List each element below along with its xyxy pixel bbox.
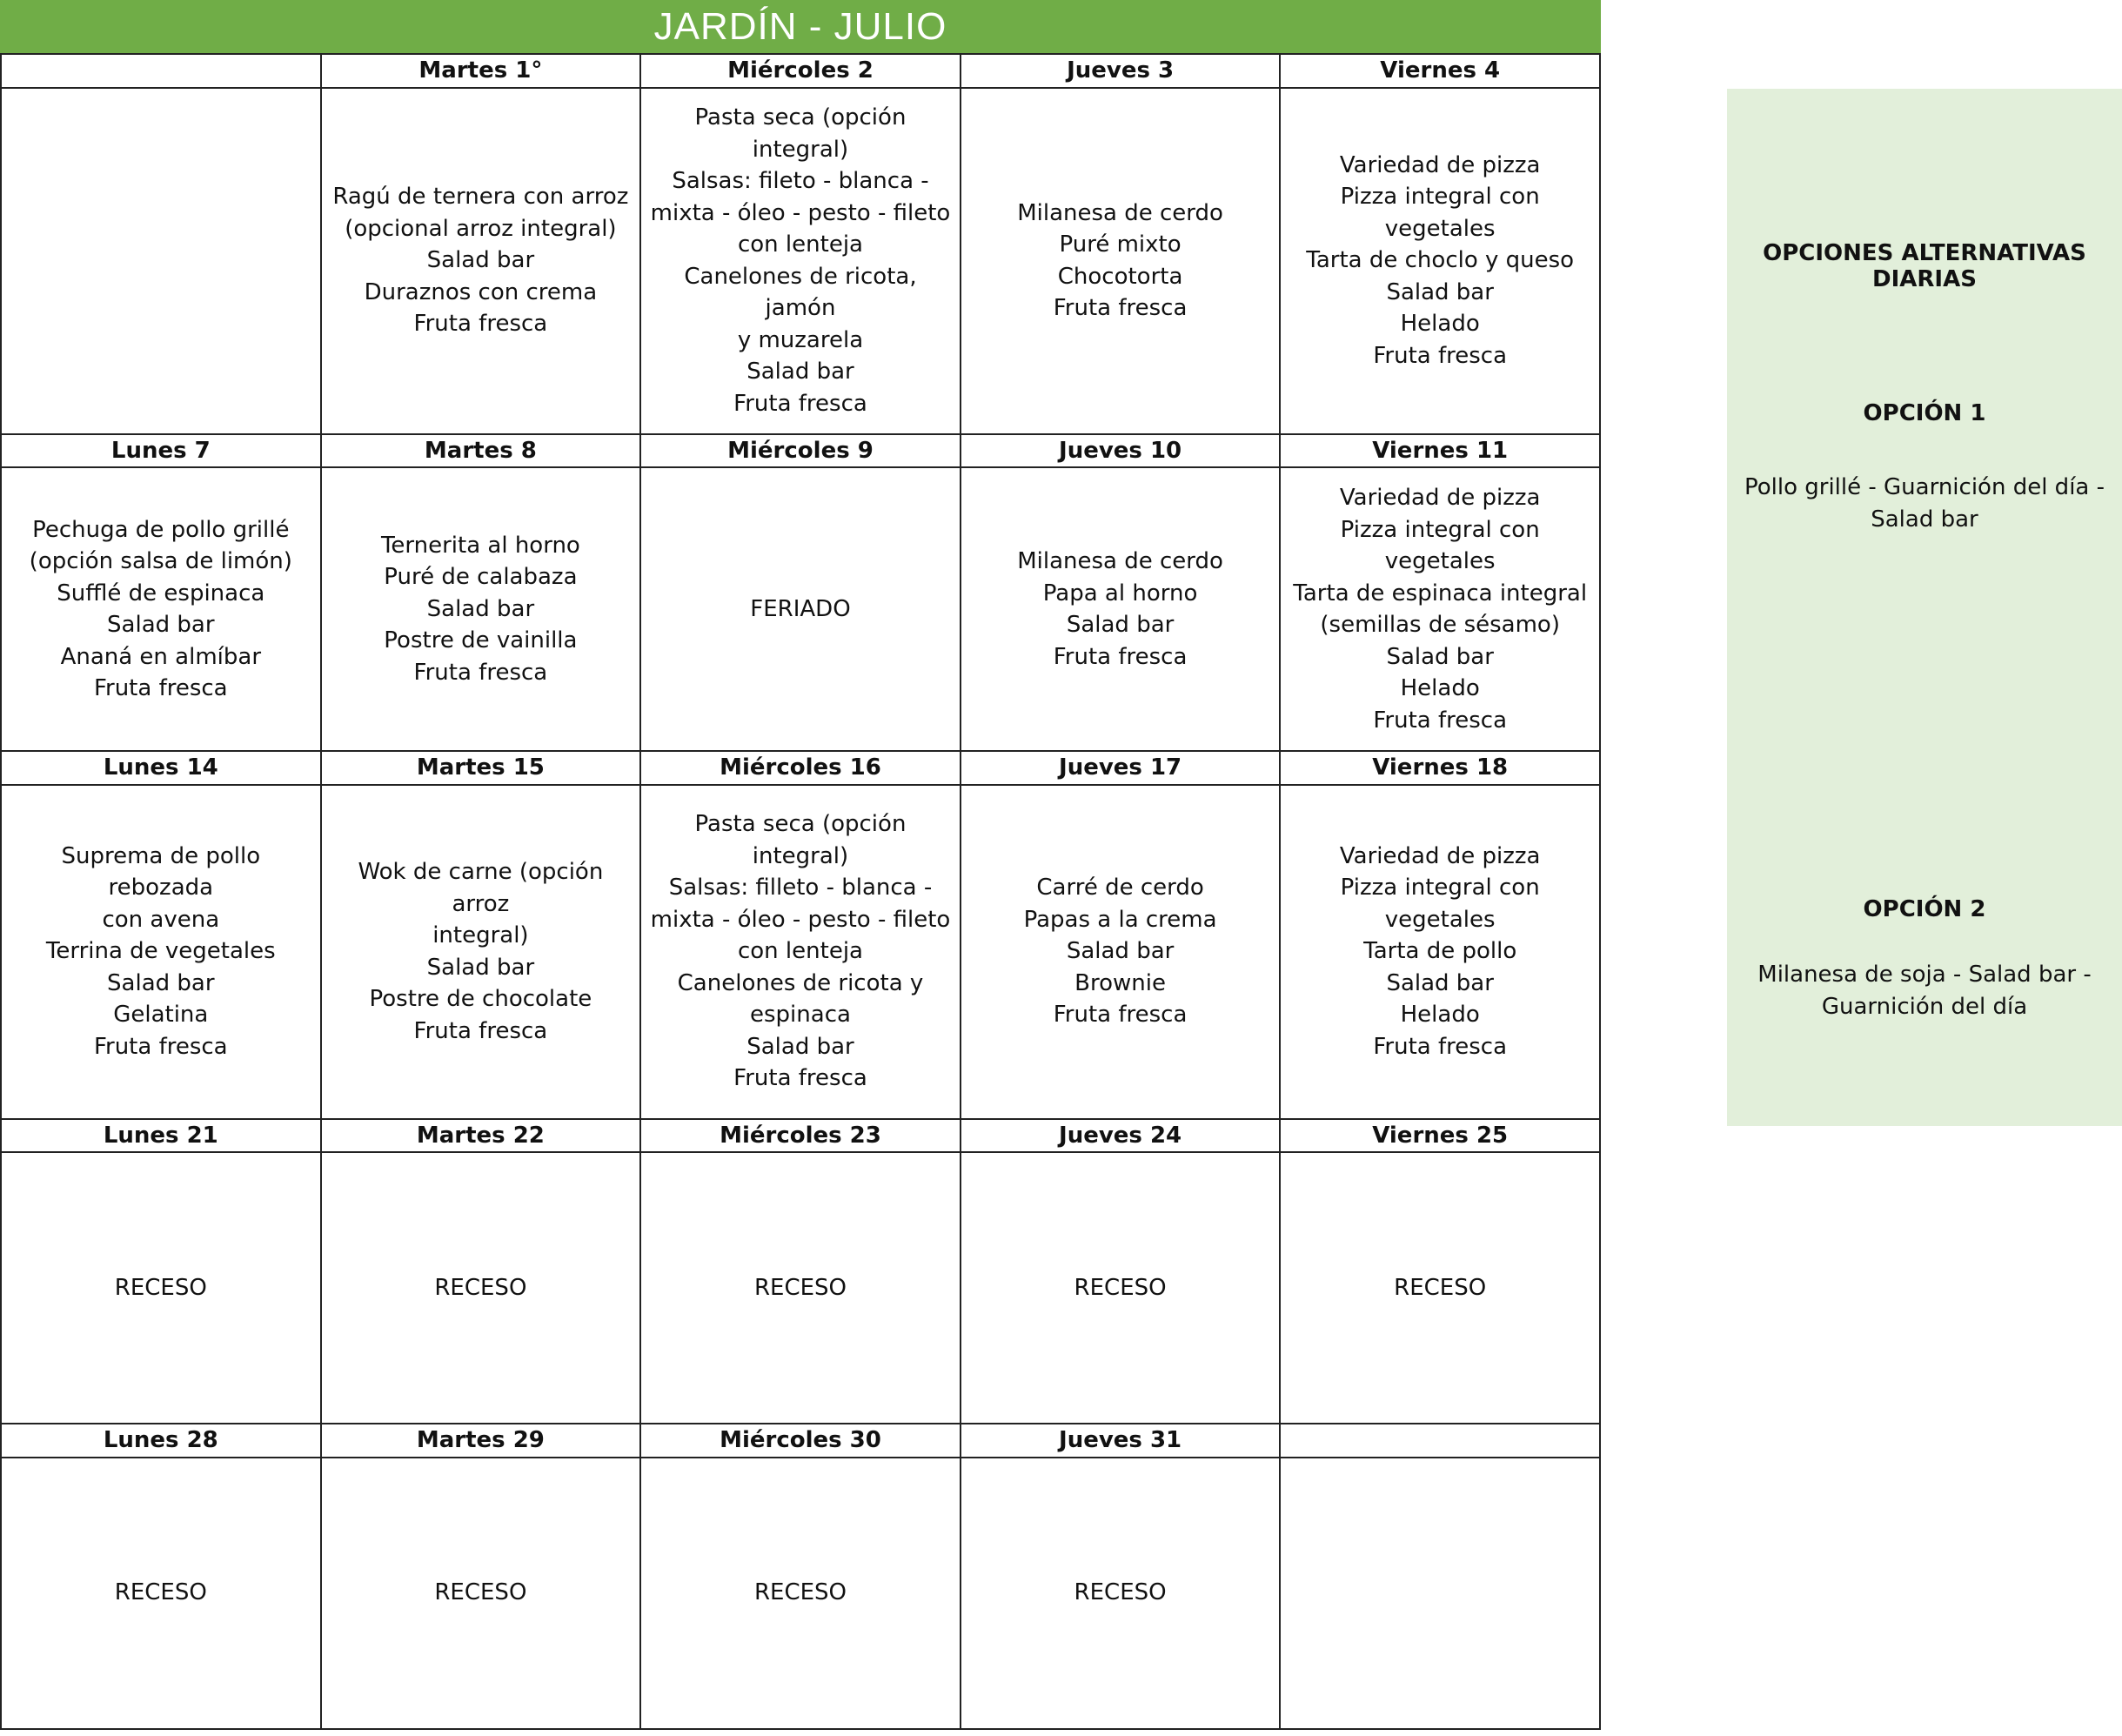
menu-item: RECESO	[1074, 1274, 1167, 1301]
menu-item: Fruta fresca	[1053, 643, 1188, 670]
menu-cell	[1, 1458, 321, 1729]
week-header-row	[1, 434, 1600, 468]
menu-item: Chocotorta	[1057, 263, 1183, 290]
menu-item: (opcional arroz integral)	[345, 215, 617, 242]
day-header: Jueves 3	[961, 54, 1281, 88]
menu-item: Salsas: filleto - blanca -	[668, 875, 933, 902]
week-menu-row	[1, 1458, 1600, 1729]
week-menu-row	[1, 785, 1600, 1119]
menu-item: Variedad de pizza	[1339, 842, 1541, 869]
option-1-line: Pollo grillé - Guarnición del día -	[1744, 474, 2105, 500]
menu-item: Salad bar	[107, 612, 215, 638]
day-header	[1, 54, 321, 88]
menu-item: con lenteja	[737, 231, 863, 258]
menu-cell	[961, 1458, 1281, 1729]
menu-item: Salad bar	[746, 359, 854, 385]
menu-cell	[961, 1152, 1281, 1424]
alternative-options-panel	[1727, 89, 2122, 1126]
menu-item: Papa al horno	[1042, 580, 1198, 607]
menu-item: Milanesa de cerdo	[1017, 199, 1223, 226]
menu-cell	[640, 467, 961, 751]
menu-cell	[961, 88, 1281, 434]
menu-cell	[961, 467, 1281, 751]
menu-cell	[1, 88, 321, 434]
menu-item: Pasta seca (opción integral)	[694, 811, 907, 869]
week-header-row	[1, 1424, 1600, 1458]
menu-cell	[321, 1458, 641, 1729]
day-header: Martes 8	[321, 434, 641, 468]
menu-cell	[640, 1152, 961, 1424]
menu-cell	[1280, 1152, 1600, 1424]
menu-item: RECESO	[114, 1579, 207, 1606]
menu-item: Fruta fresca	[413, 1017, 548, 1044]
menu-cell	[1, 467, 321, 751]
day-header: Martes 29	[321, 1424, 641, 1458]
menu-item: Variedad de pizza	[1339, 151, 1541, 178]
day-header: Martes 22	[321, 1119, 641, 1153]
option-2-text	[1727, 959, 2122, 1022]
week-menu-row	[1, 467, 1600, 751]
menu-item: Brownie	[1074, 969, 1166, 996]
menu-cell	[1, 1152, 321, 1424]
menu-cell	[1280, 88, 1600, 434]
menu-item: Fruta fresca	[733, 1065, 867, 1092]
menu-cell	[1280, 1458, 1600, 1729]
day-header	[1280, 1424, 1600, 1458]
menu-item: Pizza integral con vegetales	[1340, 184, 1540, 242]
menu-item: RECESO	[434, 1579, 527, 1606]
menu-item: Tarta de espinaca integral	[1293, 580, 1588, 607]
menu-item: Variedad de pizza	[1339, 485, 1541, 511]
menu-item: Fruta fresca	[413, 311, 548, 338]
option-1-text	[1727, 472, 2122, 535]
menu-item: Canelones de ricota y	[677, 969, 924, 996]
menu-cell	[1, 785, 321, 1119]
menu-item: FERIADO	[750, 595, 851, 622]
day-header: Viernes 4	[1280, 54, 1600, 88]
menu-item: mixta - óleo - pesto - fileto	[650, 199, 951, 226]
menu-item: Postre de vainilla	[384, 627, 578, 654]
day-header: Martes 1°	[321, 54, 641, 88]
menu-item: RECESO	[114, 1274, 207, 1301]
menu-item: Fruta fresca	[733, 390, 867, 417]
menu-item: Tarta de pollo	[1363, 938, 1517, 965]
menu-item: con lenteja	[737, 938, 863, 965]
day-header: Viernes 25	[1280, 1119, 1600, 1153]
menu-item: Pizza integral con vegetales	[1340, 516, 1540, 574]
menu-item: Pasta seca (opción integral)	[694, 104, 907, 163]
menu-cell	[321, 467, 641, 751]
menu-item: Milanesa de cerdo	[1017, 548, 1223, 574]
menu-item: Fruta fresca	[1373, 1033, 1508, 1060]
day-header: Jueves 10	[961, 434, 1281, 468]
menu-item: RECESO	[1394, 1274, 1487, 1301]
menu-item: Fruta fresca	[1373, 707, 1508, 734]
menu-cell	[321, 88, 641, 434]
day-header: Lunes 28	[1, 1424, 321, 1458]
menu-item: Pizza integral con vegetales	[1340, 875, 1540, 933]
menu-item: con avena	[102, 906, 220, 933]
day-header: Miércoles 16	[640, 751, 961, 785]
menu-item: Wok de carne (opción arroz	[358, 859, 604, 917]
menu-item: (opción salsa de limón)	[29, 548, 292, 574]
menu-item: Salad bar	[426, 954, 535, 981]
option-2-title: OPCIÓN 2	[1863, 896, 1986, 922]
menu-item: Salad bar	[426, 595, 535, 622]
menu-item: Salad bar	[1066, 612, 1175, 638]
menu-item: Salad bar	[1386, 969, 1494, 996]
menu-item: Puré mixto	[1059, 231, 1181, 258]
alternatives-title: OPCIONES ALTERNATIVAS DIARIAS	[1763, 240, 2086, 292]
menu-item: Salad bar	[746, 1033, 854, 1060]
menu-cell	[640, 88, 961, 434]
menu-item: Salad bar	[1066, 938, 1175, 965]
option-2-line: Guarnición del día	[1821, 993, 2028, 1020]
menu-item: RECESO	[434, 1274, 527, 1301]
menu-item: espinaca	[750, 1002, 851, 1029]
menu-item: Tarta de choclo y queso	[1306, 247, 1575, 274]
menu-cell	[961, 785, 1281, 1119]
page-title: JARDÍN - JULIO	[0, 0, 1601, 53]
week-menu-row	[1, 1152, 1600, 1424]
menu-cell	[321, 1152, 641, 1424]
day-header: Miércoles 30	[640, 1424, 961, 1458]
menu-item: Terrina de vegetales	[45, 938, 276, 965]
menu-item: Fruta fresca	[93, 1033, 228, 1060]
menu-item: Salad bar	[1386, 278, 1494, 305]
menu-item: integral)	[432, 922, 529, 948]
day-header: Jueves 24	[961, 1119, 1281, 1153]
week-menu-row	[1, 88, 1600, 434]
week-header-row	[1, 54, 1600, 88]
day-header: Miércoles 23	[640, 1119, 961, 1153]
menu-item: Helado	[1400, 1002, 1480, 1029]
day-header: Jueves 31	[961, 1424, 1281, 1458]
menu-table	[0, 53, 1601, 1730]
day-header: Viernes 11	[1280, 434, 1600, 468]
day-header: Martes 15	[321, 751, 641, 785]
menu-item: Fruta fresca	[93, 675, 228, 701]
option-1-line: Salad bar	[1871, 506, 1978, 533]
menu-cell	[640, 785, 961, 1119]
menu-item: Helado	[1400, 311, 1480, 338]
menu-item: Postre de chocolate	[369, 986, 592, 1012]
day-header: Viernes 18	[1280, 751, 1600, 785]
menu-item: y muzarela	[737, 326, 864, 353]
day-header: Lunes 21	[1, 1119, 321, 1153]
menu-item: (semillas de sésamo)	[1320, 612, 1560, 638]
menu-item: Salad bar	[107, 969, 215, 996]
day-header: Lunes 14	[1, 751, 321, 785]
day-header: Miércoles 9	[640, 434, 961, 468]
menu-cell	[640, 1458, 961, 1729]
week-header-row	[1, 1119, 1600, 1153]
day-header: Jueves 17	[961, 751, 1281, 785]
week-header-row	[1, 751, 1600, 785]
menu-item: Duraznos con crema	[364, 278, 598, 305]
menu-item: Salsas: fileto - blanca -	[672, 168, 929, 194]
menu-item: mixta - óleo - pesto - fileto	[650, 906, 951, 933]
menu-item: Fruta fresca	[1053, 295, 1188, 321]
menu-item: Salad bar	[1386, 643, 1494, 670]
menu-item: RECESO	[753, 1274, 847, 1301]
menu-item: Fruta fresca	[413, 659, 548, 686]
day-header: Miércoles 2	[640, 54, 961, 88]
menu-item: Sufflé de espinaca	[57, 580, 265, 607]
menu-cell	[1280, 467, 1600, 751]
menu-item: RECESO	[1074, 1579, 1167, 1606]
menu-item: Ananá en almíbar	[60, 643, 262, 670]
menu-item: Papas a la crema	[1023, 906, 1217, 933]
menu-item: Pechuga de pollo grillé	[32, 516, 290, 543]
menu-item: Carré de cerdo	[1036, 875, 1204, 902]
menu-item: Ternerita al horno	[380, 532, 580, 559]
option-2-line: Milanesa de soja - Salad bar -	[1757, 962, 2092, 988]
menu-item: Suprema de pollo rebozada	[61, 842, 261, 902]
menu-cell	[1280, 785, 1600, 1119]
menu-item: Ragú de ternera con arroz	[332, 184, 629, 211]
menu-item: Fruta fresca	[1053, 1002, 1188, 1029]
menu-item: Gelatina	[113, 1002, 209, 1029]
menu-item: RECESO	[753, 1579, 847, 1606]
menu-item: Helado	[1400, 675, 1480, 701]
day-header: Lunes 7	[1, 434, 321, 468]
menu-cell	[321, 785, 641, 1119]
menu-item: Fruta fresca	[1373, 342, 1508, 369]
menu-item: Canelones de ricota, jamón	[684, 263, 917, 321]
menu-item: Puré de calabaza	[384, 564, 578, 591]
option-1-title: OPCIÓN 1	[1863, 400, 1986, 426]
menu-item: Salad bar	[426, 247, 535, 274]
